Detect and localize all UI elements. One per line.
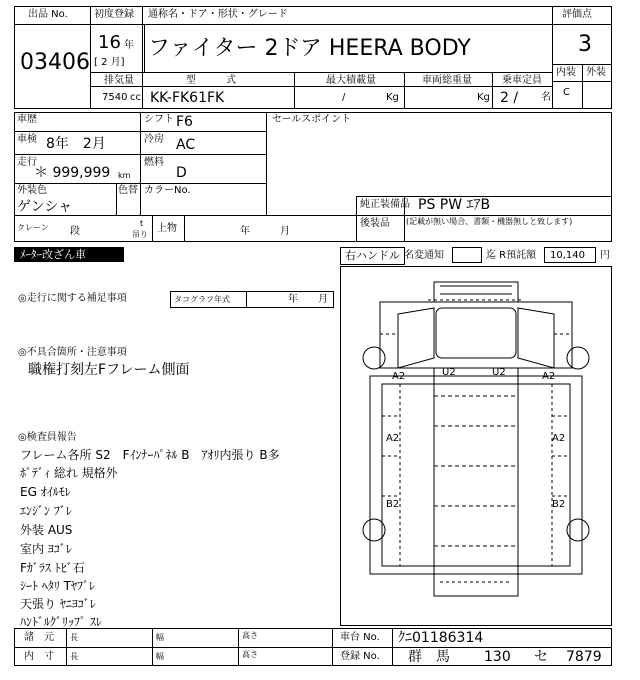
- history-label: 車歴: [17, 114, 37, 125]
- tacho-year: 年: [288, 294, 298, 305]
- displacement-unit: cc: [130, 92, 141, 103]
- sales-point-label: セールスポイント: [272, 114, 352, 125]
- mileage-label: 走行: [17, 157, 37, 168]
- exterior-color-label: 外装色: [17, 185, 47, 196]
- registration-number: 7879: [566, 649, 602, 665]
- inspector-item: 室内 ﾖｺﾞﾚ: [20, 542, 72, 556]
- aftermarket-note: (記載が無い場合、書類・機器無しと致します): [406, 217, 573, 226]
- inspector-item: ﾎﾞﾃﾞｨ 総れ 規格外: [20, 466, 118, 480]
- inspector-item: EG ｵｲﾙﾓﾚ: [20, 485, 71, 499]
- reg-year: 16: [98, 32, 121, 53]
- lot-number: 03406: [20, 50, 90, 75]
- interior-label: 内装: [556, 67, 576, 78]
- damage-mark: B2: [386, 499, 400, 510]
- damage-mark: B2: [552, 499, 566, 510]
- upper-month: 月: [280, 226, 290, 237]
- reg-year-unit: 年: [124, 40, 134, 51]
- capacity-unit: 名: [541, 92, 551, 103]
- reg-month: [ 2 月]: [94, 57, 125, 68]
- deposit-unit: 円: [600, 250, 610, 261]
- name-change-label: 名変通知: [404, 250, 444, 261]
- inspector-item: ﾊﾝﾄﾞﾙｸﾞﾘｯﾌﾟ ｽﾚ: [20, 615, 102, 629]
- damage-mark: A2: [386, 433, 400, 444]
- driving-notes-title: ◎走行に関する補足事項: [18, 293, 127, 304]
- inspector-item: 天張り ﾔﾆﾖｺﾞﾚ: [20, 597, 96, 611]
- first-reg-label: 初度登録: [94, 9, 134, 20]
- registration-label: 登録 No.: [340, 651, 380, 662]
- name-change-box: [452, 247, 482, 263]
- registration-class: 130: [484, 649, 511, 665]
- aftermarket-label: 後装品: [360, 218, 390, 229]
- crane-lift: 吊り: [132, 230, 148, 239]
- damage-mark: A2: [552, 433, 566, 444]
- capacity-value: 2 /: [500, 90, 519, 106]
- inspector-item: Fｶﾞﾗｽ ﾄﾋﾞ石: [20, 561, 85, 575]
- crane-label: クレーン: [17, 223, 49, 232]
- defect-item: 職権打刻左Fフレーム側面: [28, 362, 190, 378]
- length-label: 長: [70, 633, 78, 642]
- interior-grade: C: [563, 87, 570, 98]
- inner-dims-label: 内 寸: [24, 651, 54, 662]
- load-slash: /: [342, 92, 346, 103]
- inspector-title: ◎検査員報告: [18, 432, 77, 443]
- chassis-number: ｸﾆ01186314: [398, 630, 484, 646]
- deposit-value: 10,140: [550, 250, 585, 261]
- inspector-item: ｼｰﾄ ﾍﾀﾘ Tﾔﾌﾞﾚ: [20, 579, 95, 593]
- tamper-badge: ﾒｰﾀｰ改ざん車: [14, 247, 124, 262]
- displacement-value: 7540: [102, 92, 128, 103]
- width-label: 幅: [156, 652, 164, 661]
- name-label: 通称名・ドア・形状・グレード: [148, 9, 288, 20]
- damage-mark: A2: [542, 371, 556, 382]
- registration-area: 群 馬: [408, 649, 450, 665]
- inspector-item: フレーム各所 S2 Fｲﾝﾅｰﾊﾟﾈﾙ B ｱｵﾘ内張り B多: [20, 448, 280, 462]
- truck-diagram: [340, 266, 612, 626]
- equipment-label: 純正装備品: [360, 199, 410, 210]
- rating-score: 3: [578, 32, 592, 57]
- equipment-value: PS PW ｴｱB: [418, 197, 491, 213]
- gvw-label: 車両総重量: [422, 75, 472, 86]
- defect-title: ◎不具合箇所・注意事項: [18, 347, 127, 358]
- car-name: ファイター 2ドア HEERA BODY: [148, 36, 471, 61]
- width-label: 幅: [156, 633, 164, 642]
- fuel-value: D: [176, 165, 187, 181]
- shift-label: シフト: [144, 114, 174, 125]
- displacement-label: 排気量: [104, 75, 134, 86]
- capacity-label: 乗車定員: [502, 75, 542, 86]
- model-label: 型 式: [186, 75, 236, 86]
- upper-label: 上物: [157, 223, 177, 234]
- rating-label: 評価点: [562, 9, 592, 20]
- mileage-value: ＊ 999,999: [34, 165, 111, 181]
- crane-stage: 段: [70, 226, 80, 237]
- color-code-label: カラーNo.: [144, 185, 191, 196]
- height-label: 高さ: [242, 650, 258, 659]
- aircon-label: 冷房: [144, 134, 164, 145]
- tacho-month: 月: [318, 294, 328, 305]
- upper-year: 年: [240, 226, 250, 237]
- damage-mark: U2: [492, 367, 506, 378]
- lot-label: 出品 No.: [28, 9, 68, 20]
- shift-value: F6: [176, 114, 193, 130]
- color-change-label: 色替: [118, 185, 138, 196]
- exterior-color-value: ゲンシャ: [17, 199, 73, 215]
- inspector-item: 外装 AUS: [20, 523, 73, 537]
- max-load-label: 最大積載量: [326, 75, 376, 86]
- damage-mark: U2: [442, 367, 456, 378]
- chassis-label: 車台 No.: [340, 632, 380, 643]
- aircon-value: AC: [176, 137, 196, 153]
- height-label: 高さ: [242, 631, 258, 640]
- registration-kana: セ: [534, 649, 548, 665]
- inspection-label: 車検: [17, 134, 37, 145]
- dims-label: 諸 元: [24, 632, 54, 643]
- mileage-unit: km: [118, 171, 131, 180]
- exterior-label: 外装: [586, 67, 606, 78]
- crane-ton: t: [140, 219, 144, 228]
- load-unit: Kg: [386, 92, 399, 103]
- right-handle-badge: 右ハンドル: [340, 247, 405, 265]
- damage-mark: A2: [392, 371, 406, 382]
- length-label: 長: [70, 652, 78, 661]
- tachograph-label: タコグラフ年式: [174, 295, 230, 304]
- inspector-item: ｴﾝｼﾞﾝ ﾌﾞﾚ: [20, 504, 72, 518]
- gvw-unit: Kg: [477, 92, 490, 103]
- model-value: KK-FK61FK: [150, 90, 225, 106]
- fuel-label: 燃料: [144, 157, 164, 168]
- deadline-text: 迄 R預託額: [486, 250, 537, 261]
- inspection-value: 8年 2月: [46, 136, 106, 152]
